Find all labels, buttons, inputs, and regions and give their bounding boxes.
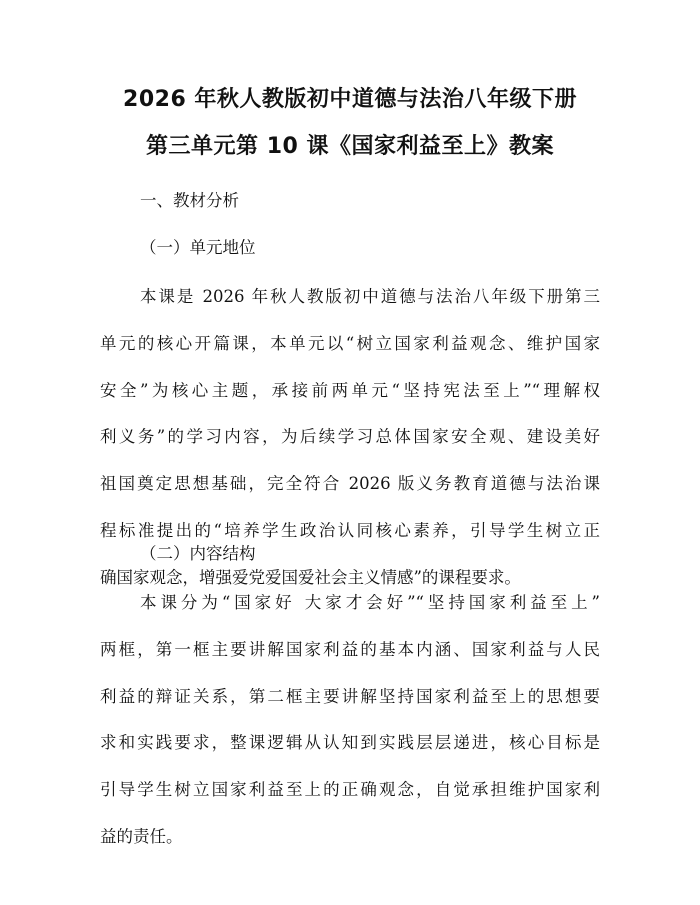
section-heading-textbook-analysis: 一、教材分析: [140, 191, 239, 210]
paragraph-line: 单元的核心开篇课，本单元以“树立国家利益观念、维护国家: [100, 333, 600, 353]
subsection-heading-unit-position: （一）单元地位: [140, 238, 256, 257]
paragraph-line: 本课是 2026 年秋人教版初中道德与法治八年级下册第三: [140, 287, 600, 306]
paragraph-line: 安全”为核心主题，承接前两单元“坚持宪法至上”“理解权: [100, 380, 600, 400]
subsection-heading-content-structure: （二）内容结构: [140, 544, 256, 563]
paragraph-line: 求和实践要求，整课逻辑从认知到实践层层递进，核心目标是: [100, 733, 600, 753]
document-title-line-1: 2026 年秋人教版初中道德与法治八年级下册: [123, 87, 577, 112]
paragraph-line: 利义务”的学习内容，为后续学习总体国家安全观、建设美好: [100, 427, 600, 447]
paragraph-line: 祖国奠定思想基础，完全符合 2026 版义务教育道德与法治课: [100, 474, 600, 494]
paragraph-line: 两框，第一框主要讲解国家利益的基本内涵、国家利益与人民: [100, 639, 600, 659]
paragraph-line: 利益的辩证关系，第二框主要讲解坚持国家利益至上的思想要: [100, 686, 600, 706]
paragraph-line: 确国家观念，增强爱党爱国爱社会主义情感”的课程要求。: [100, 567, 521, 587]
paragraph-line: 程标准提出的“培养学生政治认同核心素养，引导学生树立正: [100, 520, 600, 540]
paragraph-line: 本课分为“国家好 大家才会好”“坚持国家利益至上”: [140, 593, 600, 612]
document-title-line-2: 第三单元第 10 课《国家利益至上》教案: [146, 134, 554, 159]
paragraph-line: 引导学生树立国家利益至上的正确观念，自觉承担维护国家利: [100, 780, 600, 800]
paragraph-line: 益的责任。: [100, 826, 183, 846]
paragraph-content-structure: [100, 590, 600, 871]
